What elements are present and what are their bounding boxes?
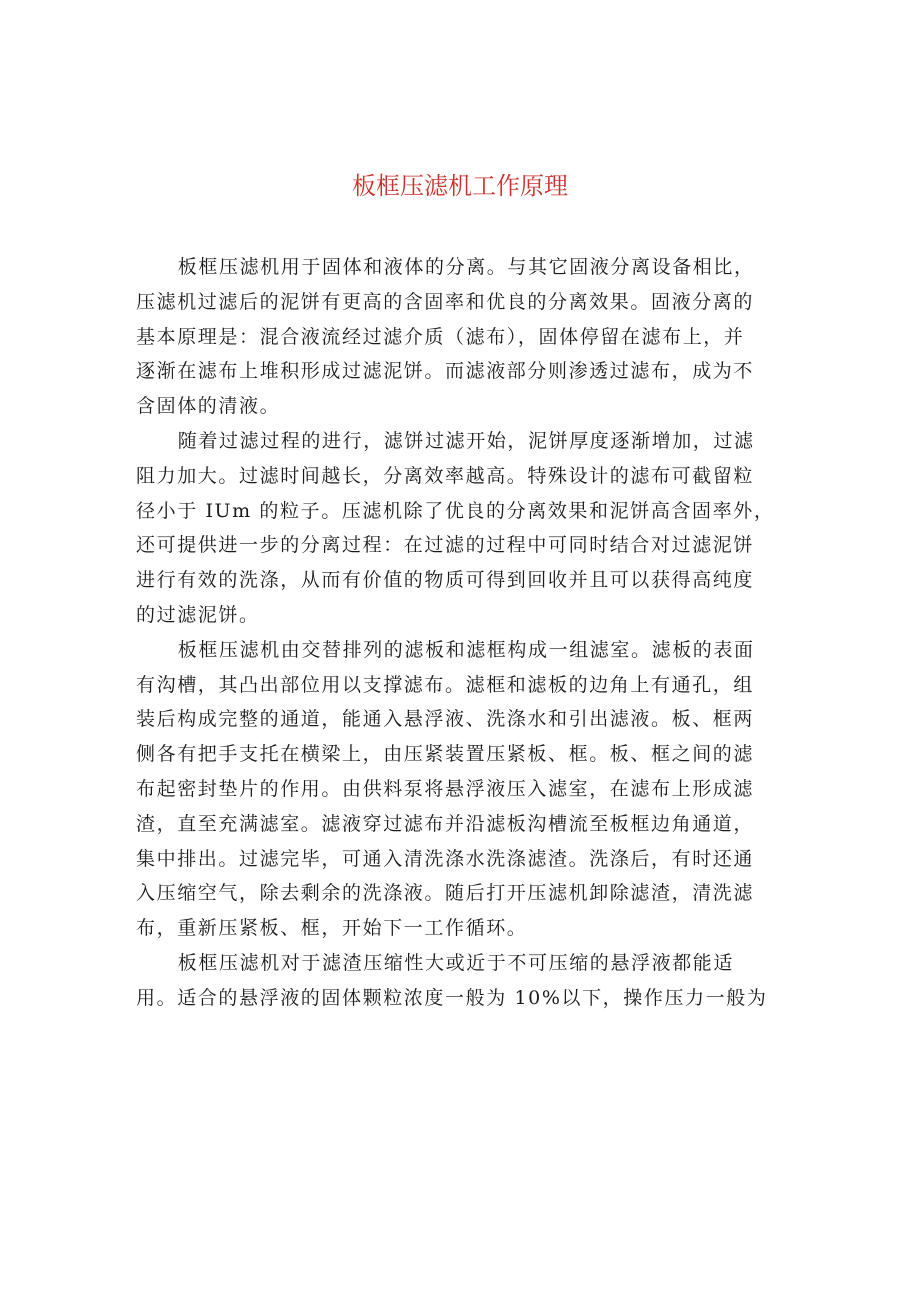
text-line: 逐渐在滤布上堆积形成过滤泥饼。而滤液部分则渗透过滤布，成为不: [136, 360, 755, 383]
text-line: 径小于 IUm 的粒子。压滤机除了优良的分离效果和泥饼高含固率外，: [136, 499, 775, 522]
text-line: 侧各有把手支托在横梁上，由压紧装置压紧板、框。板、框之间的滤: [136, 743, 755, 766]
text-line: 板框压滤机对于滤渣压缩性大或近于不可压缩的悬浮液都能适: [177, 951, 734, 974]
text-line: 板框压滤机由交替排列的滤板和滤框构成一组滤室。滤板的表面: [177, 638, 755, 661]
paragraph-2: [136, 424, 784, 633]
paragraph-3: [136, 633, 784, 946]
text-line: 随着过滤过程的进行，滤饼过滤开始，泥饼厚度逐渐增加，过滤: [177, 429, 755, 452]
text-line: 还可提供进一步的分离过程：在过滤的过程中可同时结合对过滤泥饼: [136, 534, 755, 557]
text-line: 装后构成完整的通道，能通入悬浮液、洗涤水和引出滤液。板、框两: [136, 708, 755, 731]
text-line: 渣，直至充满滤室。滤液穿过滤布并沿滤板沟槽流至板框边角通道，: [136, 812, 755, 835]
text-line: 布起密封垫片的作用。由供料泵将悬浮液压入滤室，在滤布上形成滤: [136, 777, 755, 800]
text-line: 含固体的清液。: [136, 395, 281, 418]
text-line: 布，重新压紧板、框，开始下一工作循环。: [136, 917, 528, 940]
document-body: [136, 250, 784, 1016]
text-line: 压滤机过滤后的泥饼有更高的含固率和优良的分离效果。固液分离的: [136, 290, 755, 313]
paragraph-4: [136, 946, 784, 1016]
text-line: 进行有效的洗涤，从而有价值的物质可得到回收并且可以获得高纯度: [136, 569, 755, 592]
paragraph-1: [136, 250, 784, 424]
text-line: 阻力加大。过滤时间越长，分离效率越高。特殊设计的滤布可截留粒: [136, 464, 755, 487]
text-line: 用。适合的悬浮液的固体颗粒浓度一般为 10%以下，操作压力一般为: [136, 986, 768, 1009]
text-line: 集中排出。过滤完毕，可通入清洗涤水洗涤滤渣。洗涤后，有时还通: [136, 847, 755, 870]
text-line: 的过滤泥饼。: [136, 603, 260, 626]
text-line: 基本原理是：混合液流经过滤介质（滤布），固体停留在滤布上，并: [136, 325, 745, 348]
text-line: 入压缩空气，除去剩余的洗涤液。随后打开压滤机卸除滤渣，清洗滤: [136, 882, 755, 905]
text-line: 有沟槽，其凸出部位用以支撑滤布。滤框和滤板的边角上有通孔，组: [136, 673, 755, 696]
text-line: 板框压滤机用于固体和液体的分离。与其它固液分离设备相比，: [177, 256, 755, 278]
document-title: 板框压滤机工作原理: [352, 172, 568, 200]
